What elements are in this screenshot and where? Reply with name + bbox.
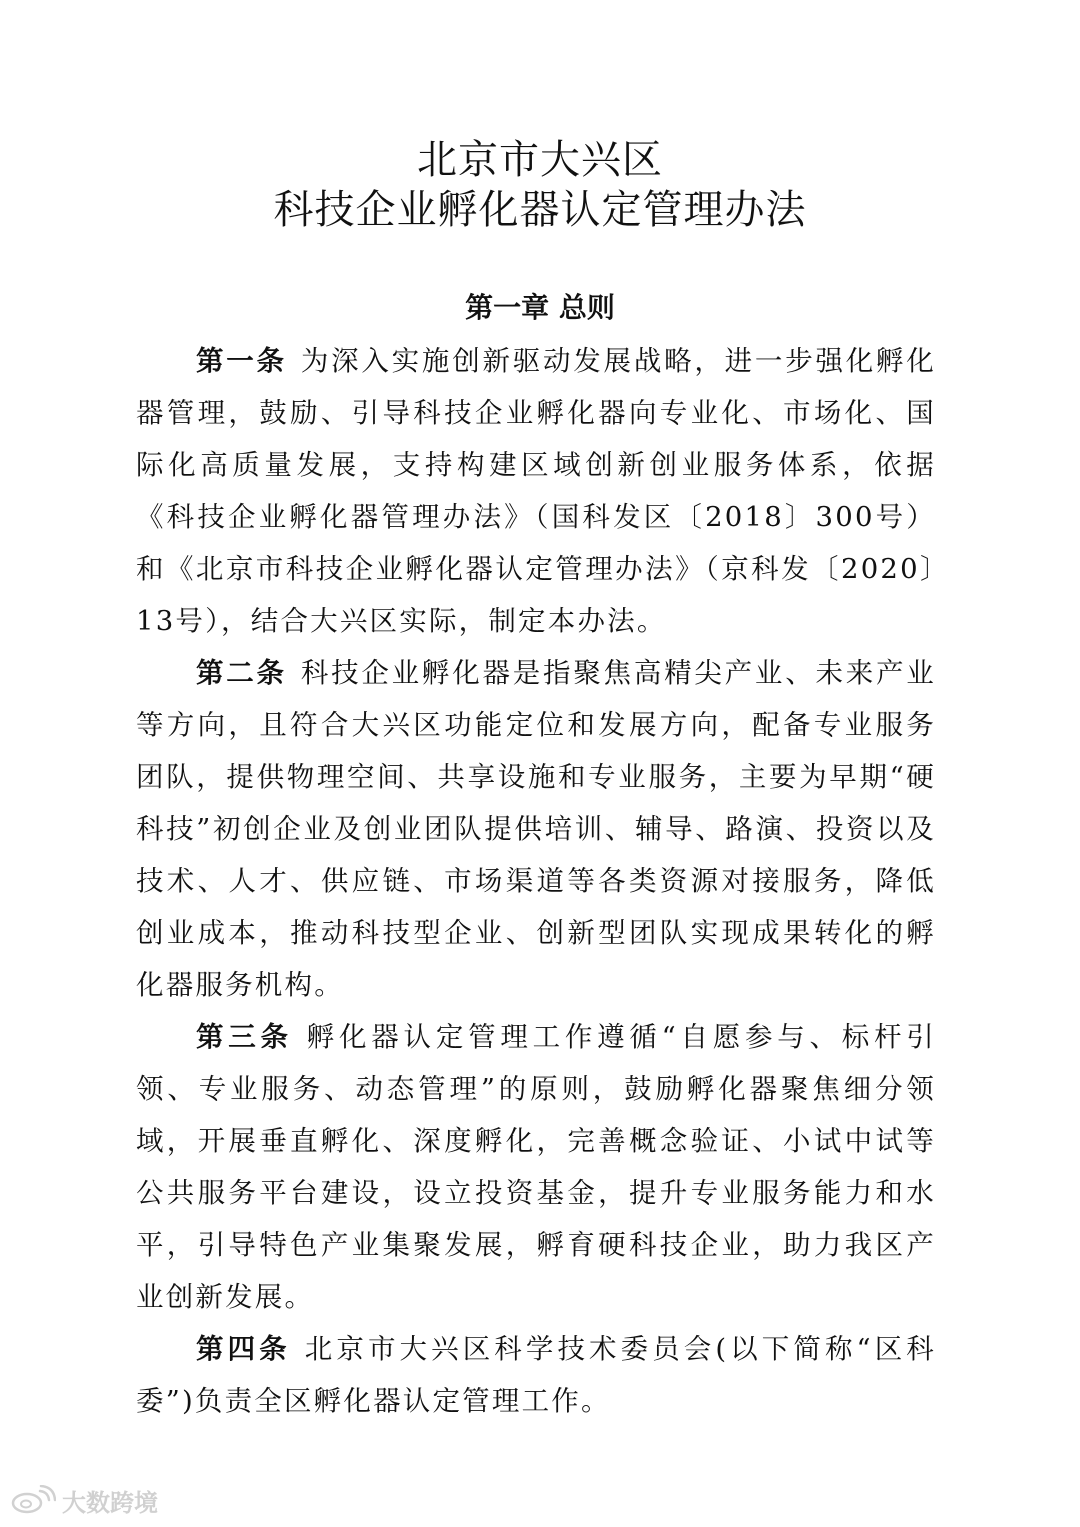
article-number: 第三条 — [196, 1021, 293, 1053]
document-body — [136, 335, 936, 1427]
article-4 — [136, 1323, 936, 1427]
document-title-line1: 北京市大兴区 — [417, 137, 663, 183]
article-number: 第一条 — [196, 345, 287, 377]
article-3 — [136, 1011, 936, 1323]
article-text: 北京市大兴区科学技术委员会(以下简称“区科委”)负责全区孵化器认定管理工作。 — [136, 1333, 936, 1417]
watermark-text: 大数跨境 — [62, 1488, 158, 1517]
watermark — [10, 1480, 158, 1520]
document-title-line2: 科技企业孵化器认定管理办法 — [273, 187, 807, 233]
article-text: 为深入实施创新驱动发展战略，进一步强化孵化器管理，鼓励、引导科技企业孵化器向专业化、市场化、国际化高质量发展，支持构建区域创新创业服务体系，依据《科技企业孵化器管理办法》（国科发区〔2018〕300号）和《北京市科技企业孵化器认定管理办法》（京科发〔2020〕13号），结合大兴区实际，制定本办法。 — [136, 345, 936, 637]
article-number: 第四条 — [196, 1333, 291, 1365]
article-text: 孵化器认定管理工作遵循“自愿参与、标杆引领、专业服务、动态管理”的原则，鼓励孵化器聚焦细分领域，开展垂直孵化、深度孵化，完善概念验证、小试中试等公共服务平台建设，设立投资基金，提升专业服务能力和水平，引导特色产业集聚发展，孵育硬科技企业，助力我区产业创新发展。 — [136, 1021, 936, 1313]
article-text: 科技企业孵化器是指聚焦高精尖产业、未来产业等方向，且符合大兴区功能定位和发展方向，配备专业服务团队，提供物理空间、共享设施和专业服务，主要为早期“硬科技”初创企业及创业团队提供培训、辅导、路演、投资以及技术、人才、供应链、市场渠道等各类资源对接服务，降低创业成本，推动科技型企业、创新型团队实现成果转化的孵化器服务机构。 — [136, 657, 936, 1001]
weibo-style-logo-icon — [10, 1485, 56, 1515]
article-1 — [136, 335, 936, 647]
article-number: 第二条 — [196, 657, 287, 689]
article-2 — [136, 647, 936, 1011]
chapter-heading: 第一章 总则 — [465, 291, 615, 324]
